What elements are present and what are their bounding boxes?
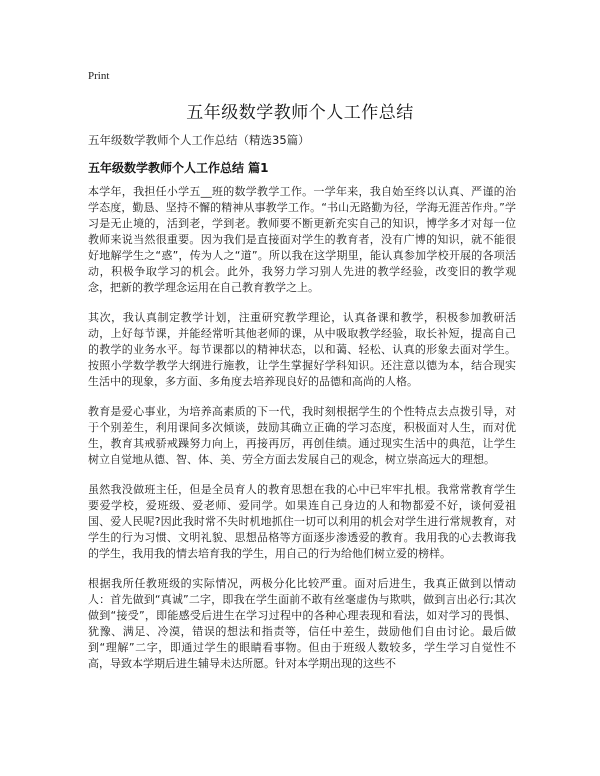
paragraph-5: 根据我所任教班级的实际情况，两极分化比较严重。面对后进生，我真正做到以情动人：首先做到“真诚”二字，即我在学生面前不敢有丝毫虚伪与欺哄，做到言出必行;其次做到“接受”，即能感受后进生在学习过程中的各种心理表现和看法，如对学习的畏惧、犹豫、满足、冷漠，错误的想法和指责等，信任中差生，鼓励他们自由讨论。最后做到“理解”二字，即通过学生的眼睛看事物。但由于班级人数较多，学生学习自觉性不高，导致本学期后进生辅导未达所愿。针对本学期出现的这些不 <box>88 577 516 670</box>
document-subtitle: 五年级数学教师个人工作总结（精选35篇） <box>88 133 310 147</box>
paragraph-2: 其次，我认真制定教学计划，注重研究教学理论，认真备课和教学，积极参加教研活动，上好每节课，并能经常听其他老师的课，从中吸取教学经验，取长补短，提高自己的教学的业务水平。每节课都以的精神状态，以和蔼、轻松、认真的形象去面对学生。按照小学数学教学大纲进行施教，让学生掌握好学科知识。还注意以德为本，结合现实生活中的现象，多方面、多角度去培养现良好的品德和高尚的人格。 <box>88 311 516 388</box>
print-label: Print <box>88 70 110 82</box>
document-title: 五年级数学教师个人工作总结 <box>186 103 414 123</box>
section-heading: 五年级数学教师个人工作总结 篇1 <box>88 161 269 175</box>
paragraph-1: 本学年，我担任小学五__班的数学教学工作。一学年来，我自始至终以认真、严谨的治学态度，勤恳、坚持不懈的精神从事教学工作。“书山无路勤为径，学海无涯苦作舟。”学习是无止境的，活到老，学到老。教师要不断更新充实自己的知识，博学多才对每一位教师来说当然很重要。因为我们是直接面对学生的教育者，没有广博的知识，就不能很好地解学生之“惑”，传为人之“道”。所以我在这学期里，能认真参加学校开展的各项活动，积极争取学习的机会。此外，我努力学习别人先进的教学经验，改变旧的教学观念，把新的教学理念运用在自己教育教学之上。 <box>88 185 516 294</box>
paragraph-3: 教育是爱心事业，为培养高素质的下一代，我时刻根据学生的个性特点去点拨引导，对于个别差生，利用课间多次倾谈，鼓励其确立正确的学习态度，积极面对人生，而对优生，教育其戒骄戒躁努力向上，再接再厉，再创佳绩。通过现实生活中的典范，让学生树立自觉地从德、智、体、美、劳全方面去发展自己的观念，树立崇高远大的理想。 <box>88 405 516 466</box>
paragraph-4: 虽然我没做班主任，但是全员育人的教育思想在我的心中已牢牢扎根。我常常教育学生要爱学校，爱班级、爱老师、爱同学。如果连自己身边的人和物都爱不好，谈何爱祖国、爱人民呢?因此我时常不失时机地抓住一切可以利用的机会对学生进行常规教育，对学生的行为习惯、文明礼貌、思想品格等方面逐步渗透爱的教育。我用我的心去教诲我的学生，我用我的情去培育我的学生，用自己的行为给他们树立爱的榜样。 <box>88 483 516 560</box>
document-body <box>88 184 516 686</box>
